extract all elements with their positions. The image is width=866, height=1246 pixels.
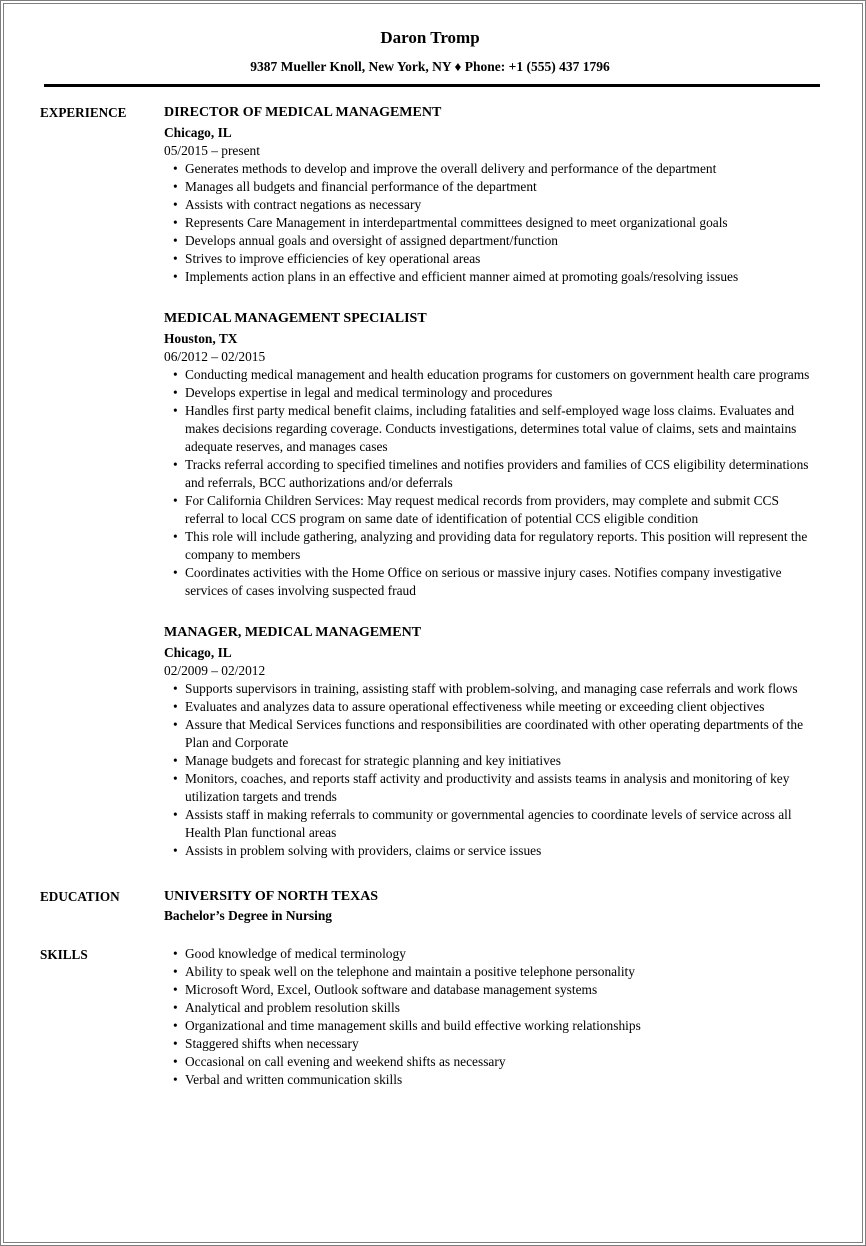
experience-jobs — [164, 103, 820, 860]
bullet-item: • Verbal and written communication skills — [185, 1071, 820, 1089]
bullet-item: • Analytical and problem resolution skills — [185, 999, 820, 1017]
job-dates: 06/2012 – 02/2015 — [164, 349, 266, 364]
bullet-item: • Develops expertise in legal and medical terminology and procedures — [185, 384, 820, 402]
bullet-item: • Ability to speak well on the telephone and maintain a positive telephone personality — [185, 963, 820, 981]
candidate-name: Daron Tromp — [380, 28, 480, 47]
education-section — [40, 887, 820, 925]
bullet-item: • Assists staff in making referrals to community or governmental agencies to coordinate levels of service across all Health Plan functional areas — [185, 806, 820, 842]
skills-section — [40, 945, 820, 1089]
job-bullets — [164, 366, 820, 600]
job-entry — [164, 623, 820, 860]
header-divider — [44, 84, 820, 87]
job-title: MEDICAL MANAGEMENT SPECIALIST — [164, 311, 427, 326]
bullet-item: • Occasional on call evening and weekend shifts as necessary — [185, 1053, 820, 1071]
resume-page — [3, 3, 863, 1243]
job-title: DIRECTOR OF MEDICAL MANAGEMENT — [164, 105, 442, 120]
bullet-item: • Coordinates activities with the Home Office on serious or massive injury cases. Notifies company investigative services of cases involving suspected fraud — [185, 564, 820, 600]
bullet-item: • Generates methods to develop and improve the overall delivery and performance of the department — [185, 160, 820, 178]
bullet-item: • Good knowledge of medical terminology — [185, 945, 820, 963]
bullet-item: • Staggered shifts when necessary — [185, 1035, 820, 1053]
bullet-item: • Strives to improve efficiencies of key operational areas — [185, 250, 820, 268]
job-location: Chicago, IL — [164, 125, 232, 140]
bullet-item: • Handles first party medical benefit claims, including fatalities and self-employed wage loss claims. Evaluates and makes decisions regarding coverage. Conducts investigations, determines total value of claims, sets and maintains adequate reserves, and manages cases — [185, 402, 820, 456]
education-content — [164, 887, 820, 925]
job-entry — [164, 103, 820, 286]
job-location: Houston, TX — [164, 331, 238, 346]
bullet-item: • Evaluates and analyzes data to assure operational effectiveness while meeting or exceeding client objectives — [185, 698, 820, 716]
job-bullets — [164, 160, 820, 286]
bullet-item: • Assists in problem solving with providers, claims or service issues — [185, 842, 820, 860]
bullet-item: • This role will include gathering, analyzing and providing data for regulatory reports. This position will represent the company to members — [185, 528, 820, 564]
bullet-item: • Manage budgets and forecast for strategic planning and key initiatives — [185, 752, 820, 770]
degree-name: Bachelor’s Degree in Nursing — [164, 908, 332, 923]
section-label-education: EDUCATION — [40, 889, 120, 904]
job-entry — [164, 309, 820, 600]
bullet-item: • Tracks referral according to specified timelines and notifies providers and families of CCS eligibility determinations and referrals, BCC authorizations and/or deferrals — [185, 456, 820, 492]
resume-header — [40, 28, 820, 87]
bullet-item: • Microsoft Word, Excel, Outlook software and database management systems — [185, 981, 820, 999]
section-label-skills: SKILLS — [40, 947, 88, 962]
bullet-item: • Organizational and time management skills and build effective working relationships — [185, 1017, 820, 1035]
bullet-item: • Monitors, coaches, and reports staff activity and productivity and assists teams in analysis and monitoring of key utilization targets and trends — [185, 770, 820, 806]
skills-content — [164, 945, 820, 1089]
experience-section — [40, 103, 820, 860]
bullet-item: • Supports supervisors in training, assisting staff with problem-solving, and managing case referrals and work flows — [185, 680, 820, 698]
bullet-item: • Assists with contract negations as necessary — [185, 196, 820, 214]
bullet-item: • Represents Care Management in interdepartmental committees designed to meet organizational goals — [185, 214, 820, 232]
section-label-experience: EXPERIENCE — [40, 105, 127, 120]
skills-list — [164, 945, 820, 1089]
bullet-item: • Develops annual goals and oversight of assigned department/function — [185, 232, 820, 250]
job-bullets — [164, 680, 820, 860]
school-name: UNIVERSITY OF NORTH TEXAS — [164, 889, 379, 904]
job-dates: 05/2015 – present — [164, 143, 260, 158]
bullet-item: • Assure that Medical Services functions and responsibilities are coordinated with other operating departments of the Plan and Corporate — [185, 716, 820, 752]
job-title: MANAGER, MEDICAL MANAGEMENT — [164, 625, 422, 640]
bullet-item: • For California Children Services: May request medical records from providers, may complete and submit CCS referral to local CCS program on same date of identification of potential CCS eligible condition — [185, 492, 820, 528]
job-dates: 02/2009 – 02/2012 — [164, 663, 266, 678]
job-location: Chicago, IL — [164, 645, 232, 660]
bullet-item: • Manages all budgets and financial performance of the department — [185, 178, 820, 196]
bullet-item: • Implements action plans in an effective and efficient manner aimed at promoting goals/resolving issues — [185, 268, 820, 286]
bullet-item: • Conducting medical management and health education programs for customers on government health care programs — [185, 366, 820, 384]
contact-line: 9387 Mueller Knoll, New York, NY ♦ Phone: +1 (555) 437 1796 — [250, 59, 610, 74]
